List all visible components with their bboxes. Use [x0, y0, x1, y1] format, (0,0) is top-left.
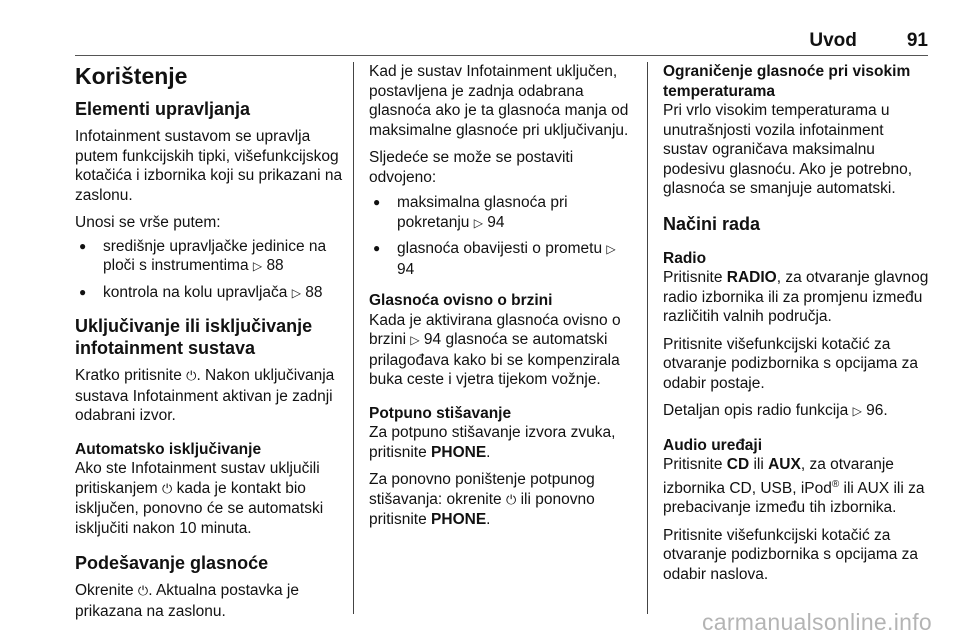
triangle-arrow-icon: ▷: [410, 333, 420, 347]
volume-text: Okrenite ⏻. Aktualna postavka je prikazana na zaslonu.: [75, 582, 299, 620]
list-item: [75, 237, 347, 277]
triangle-arrow-icon: ▷: [473, 215, 483, 230]
page-ref[interactable]: 94: [423, 331, 442, 348]
heading-volume: Podešavanje glasnoće: [75, 553, 269, 573]
list-item-text: središnje upravljačke jedinice na ploči s instrumentima: [103, 237, 327, 274]
intro-text: Infotainment sustavom se upravlja putem funkcijskih tipki, višefunkcijskog kotačića i izbornika koji su prikazani na zaslonu.: [75, 128, 343, 204]
heading-auto-off: Automatsko isključivanje: [75, 440, 262, 458]
on-off-text: Kratko pritisnite ⏻. Nakon uključivanja sustava Infotainment aktivan je zadnji odabrani izvor.: [75, 367, 335, 424]
knob-radio-text: Pritisnite višefunkcijski kotačić za otvaranje podizbornika s opcijama za odabir postaje.: [663, 335, 919, 392]
registered-mark: ®: [831, 478, 840, 490]
radio-key: RADIO: [726, 269, 777, 286]
volume-on-text: Kad je sustav Infotainment uključen, postavljena je zadnja odabrana glasnoća ako je ta glasnoća manja od maksimalne glasnoće pri uključivanju.: [369, 63, 629, 139]
phone-key: PHONE: [431, 511, 487, 528]
triangle-arrow-icon: ▷: [252, 259, 263, 273]
list-item: ● glasnoća obavijesti o prometu ▷ 94: [369, 239, 637, 279]
heading-radio: Radio: [663, 249, 707, 267]
separate-list: [369, 193, 637, 279]
section-title: Uvod: [809, 30, 857, 51]
aux-key: AUX: [768, 456, 801, 473]
page-number: 91: [906, 30, 928, 51]
knob-audio-text: Pritisnite višefunkcijski kotačić za otvaranje podizbornika s opcijama za odabir naslova.: [663, 526, 919, 583]
radio-detail-text: Detaljan opis radio funkcija ▷ 96.: [663, 402, 888, 419]
radio-text: Pritisnite RADIO, za otvaranje glavnog radio izbornika ili za promjenu između različitih valnih područja.: [663, 269, 929, 325]
page-header: [809, 30, 928, 52]
watermark: carmanualsonline.info: [701, 609, 932, 635]
phone-key: PHONE: [431, 443, 487, 461]
list-item: [75, 283, 347, 304]
audio-text: Pritisnite CD ili AUX, za otvaranje izbornika CD, USB, iPod® ili AUX ili za prebacivanje između tih izbornika.: [663, 456, 925, 517]
heading-speed-volume: Glasnoća ovisno o brzini: [369, 292, 553, 309]
unmute-text: Za ponovno poništenje potpunog stišavanja: okrenite ⏻ ili ponovno pritisnite PHONE.: [369, 471, 595, 528]
heading-temp-limit: Ograničenje glasnoće pri visokim temperaturama: [663, 63, 911, 100]
speed-volume-text: Kada je aktivirana glasnoća ovisno o brzini ▷ 94 glasnoća se automatski prilagođava kako bi se kompenzirala buka ceste i vjetra tijekom vožnje.: [369, 311, 621, 388]
list-item: ● maksimalna glasnoća pri pokretanju ▷ 94: [369, 193, 637, 233]
heading-on-off: Uključivanje ili isključivanje infotainment sustava: [75, 316, 313, 358]
temp-limit-text: Pri vrlo visokim temperaturama u unutrašnjosti vozila infotainment sustav ograničava maksimalnu podesivu glasnoću. Ako je potrebno, glasnoća se smanjuje automatski.: [663, 102, 913, 197]
heading-controls: Elementi upravljanja: [75, 99, 251, 119]
power-knob-icon: ⏻: [162, 481, 173, 497]
column-3: [663, 62, 929, 592]
power-knob-icon: ⏻: [186, 369, 197, 384]
triangle-arrow-icon: ▷: [852, 404, 862, 418]
column-divider-2: [647, 62, 648, 614]
page-title: Korištenje: [75, 63, 188, 89]
auto-off-text: Ako ste Infotainment sustav uključili pritiskanjem ⏻ kada je kontakt bio isključen, ponovno će se automatski isključiti nakon 10 minuta.: [75, 460, 324, 537]
cd-key: CD: [726, 456, 750, 473]
page-ref[interactable]: 88: [305, 283, 323, 301]
inputs-text: Unosi se vrše putem:: [75, 214, 221, 231]
header-divider: [75, 55, 928, 56]
heading-modes: Načini rada: [663, 213, 761, 234]
separate-text: Sljedeće se može se postaviti odvojeno:: [369, 149, 574, 186]
page-ref[interactable]: 94: [397, 260, 415, 278]
column-divider-1: [353, 62, 354, 614]
power-knob-icon: ⏻: [506, 492, 517, 508]
inputs-list: [75, 237, 347, 304]
triangle-arrow-icon: ▷: [606, 242, 616, 256]
mute-text: Za potpuno stišavanje izvora zvuka, pritisnite PHONE.: [369, 424, 616, 461]
column-2: [369, 62, 637, 538]
page-ref[interactable]: 96: [866, 402, 884, 419]
page-ref[interactable]: 94: [487, 213, 505, 231]
power-knob-icon: ⏻: [137, 584, 149, 599]
triangle-arrow-icon: ▷: [291, 285, 301, 300]
heading-audio: Audio uređaji: [663, 436, 763, 454]
page-ref[interactable]: 88: [266, 257, 284, 274]
column-1: [75, 62, 347, 629]
heading-mute: Potpuno stišavanje: [369, 404, 512, 422]
list-item-text: kontrola na kolu upravljača: [103, 283, 288, 301]
